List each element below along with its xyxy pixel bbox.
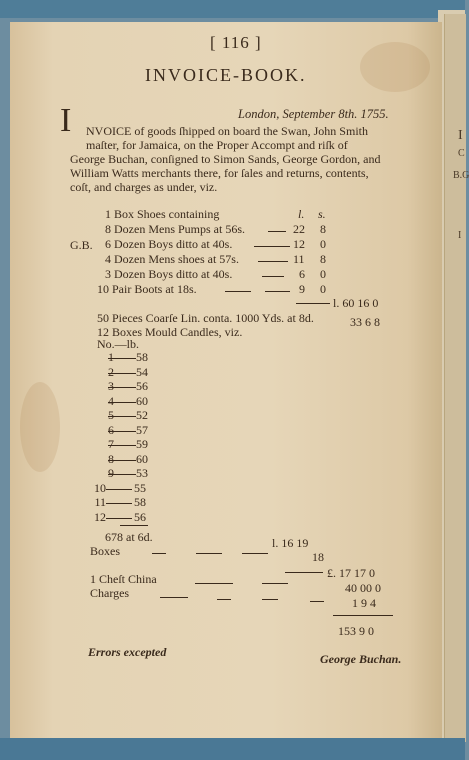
errors-excepted: Errors excepted xyxy=(88,645,167,659)
line-shillings: 0 xyxy=(320,267,326,281)
leader-dash xyxy=(217,599,231,600)
leader-dash xyxy=(108,474,136,475)
facing-page-letter: C xyxy=(458,148,465,159)
line-pounds: 11 xyxy=(293,252,305,266)
intro-line: maſter, for Jamaica, on the Proper Accompt and riſk of xyxy=(86,138,348,152)
box-number: 4 xyxy=(108,393,114,408)
leader-dash xyxy=(160,597,188,598)
box-weight: 56 xyxy=(134,509,146,524)
boxes-label: Boxes xyxy=(90,544,120,558)
page-number: [ 116 ] xyxy=(210,33,262,52)
box-number: 9 xyxy=(108,466,114,480)
facing-page-letter: B.G xyxy=(453,170,469,181)
leader-dash xyxy=(108,416,136,417)
line-pounds: 9 xyxy=(299,282,305,296)
line-pounds: 12 xyxy=(293,237,305,251)
leader-dash xyxy=(108,387,136,388)
box-number: 12 xyxy=(94,509,106,524)
leader-dash xyxy=(262,583,288,584)
leader-dash xyxy=(262,276,284,277)
facing-page-letter: I xyxy=(458,230,462,241)
candles-total: £. 17 17 0 xyxy=(327,566,375,580)
invoice-line: Charges xyxy=(90,586,130,600)
leader-dash xyxy=(195,583,233,584)
box-number: 6 xyxy=(108,422,114,437)
box-number: 7 xyxy=(108,437,114,451)
dateline: London, September 8th. 1755. xyxy=(238,107,389,121)
box-weight: 59 xyxy=(136,437,148,451)
box-number: 11 xyxy=(94,495,106,509)
leader-dash xyxy=(152,553,166,554)
leader-dash xyxy=(310,601,324,602)
invoice-line: 4 Dozen Mens shoes at 57s. xyxy=(105,252,239,266)
book-cover-top xyxy=(0,0,465,18)
china-amount: 40 00 0 xyxy=(345,581,381,595)
box-number: 2 xyxy=(108,364,114,379)
box-weight: 60 xyxy=(136,451,148,466)
drop-cap: I xyxy=(60,102,72,139)
signature: George Buchan. xyxy=(320,652,402,666)
leader-dash xyxy=(106,489,132,490)
leader-dash xyxy=(108,373,136,374)
box-weight: 52 xyxy=(136,408,148,422)
column-pounds: l. xyxy=(298,207,305,221)
page-stain xyxy=(360,42,430,92)
sum-rule xyxy=(333,615,393,616)
column-shillings: s. xyxy=(318,207,326,221)
box-number: 10 xyxy=(94,480,106,495)
box-weight: 58 xyxy=(134,495,146,509)
box-number: 8 xyxy=(108,451,114,466)
leader-dash xyxy=(106,518,132,519)
leader-dash xyxy=(108,402,136,403)
box-weight: 53 xyxy=(136,466,148,480)
invoice-line: 3 Dozen Boys ditto at 40s. xyxy=(105,267,233,281)
grand-total: 153 9 0 xyxy=(338,624,374,638)
leader-dash xyxy=(268,231,286,232)
line-shillings: 8 xyxy=(320,252,326,266)
linen-amount: 33 6 8 xyxy=(350,315,380,329)
box-number: 5 xyxy=(108,408,114,422)
box-weight: 57 xyxy=(136,422,148,437)
page-stain xyxy=(20,382,60,472)
intro-line: George Buchan, conſigned to Simon Sands, George Gordon, and xyxy=(70,152,381,166)
box-weight: 54 xyxy=(136,364,148,379)
box-weight: 55 xyxy=(134,480,146,495)
boxes-amount: 18 xyxy=(312,550,324,564)
leader-dash xyxy=(254,246,290,247)
shoes-total: l. 60 16 0 xyxy=(333,296,379,310)
leader-dash xyxy=(225,291,251,292)
line-shillings: 0 xyxy=(320,282,326,296)
leader-dash xyxy=(242,553,268,554)
invoice-line: 12 Boxes Mould Candles, viz. xyxy=(97,325,243,339)
book-cover-bottom xyxy=(0,738,465,760)
box-weight: 58 xyxy=(136,350,148,364)
leader-dash xyxy=(258,261,288,262)
box-weight: 56 xyxy=(136,379,148,393)
facing-page-letter: I xyxy=(458,128,463,143)
merchant-mark: G.B. xyxy=(70,238,93,252)
invoice-line: 10 Pair Boots at 18s. xyxy=(97,282,197,296)
leader-dash xyxy=(265,291,290,292)
sum-rule xyxy=(120,525,148,526)
invoice-line: 6 Dozen Boys ditto at 40s. xyxy=(105,237,233,251)
line-shillings: 0 xyxy=(320,237,326,251)
leader-dash xyxy=(196,553,222,554)
leader-dash xyxy=(108,431,136,432)
line-shillings: 8 xyxy=(320,222,326,236)
candle-amount: l. 16 19 xyxy=(272,536,309,550)
invoice-line: 50 Pieces Coarſe Lin. conta. 1000 Yds. at 8d. xyxy=(97,311,314,325)
weight-total: 678 at 6d. xyxy=(105,530,153,544)
line-pounds: 22 xyxy=(293,222,305,236)
invoice-line: 1 Box Shoes containing xyxy=(105,207,220,221)
invoice-line: 1 Cheſt China xyxy=(90,572,157,586)
invoice-line: 8 Dozen Mens Pumps at 56s. xyxy=(105,222,245,236)
leader-dash xyxy=(108,445,136,446)
intro-line: coſt, and charges as under, viz. xyxy=(70,180,218,194)
line-pounds: 6 xyxy=(299,267,305,281)
leader-dash xyxy=(296,303,330,304)
leader-dash xyxy=(106,503,132,504)
page-heading: INVOICE-BOOK. xyxy=(145,65,307,85)
box-number: 3 xyxy=(108,379,114,393)
leader-dash xyxy=(285,572,323,573)
intro-line: NVOICE of goods ſhipped on board the Swan, John Smith xyxy=(86,124,368,138)
charges-amount: 1 9 4 xyxy=(352,596,376,610)
column-header: No.—lb. xyxy=(97,337,139,351)
leader-dash xyxy=(108,358,136,359)
box-number: 1 xyxy=(108,350,114,364)
box-weight: 60 xyxy=(136,393,148,408)
facing-page-edge xyxy=(444,14,466,742)
leader-dash xyxy=(262,599,278,600)
intro-line: William Watts merchants there, for ſales and returns, contents, xyxy=(70,166,369,180)
leader-dash xyxy=(108,460,136,461)
